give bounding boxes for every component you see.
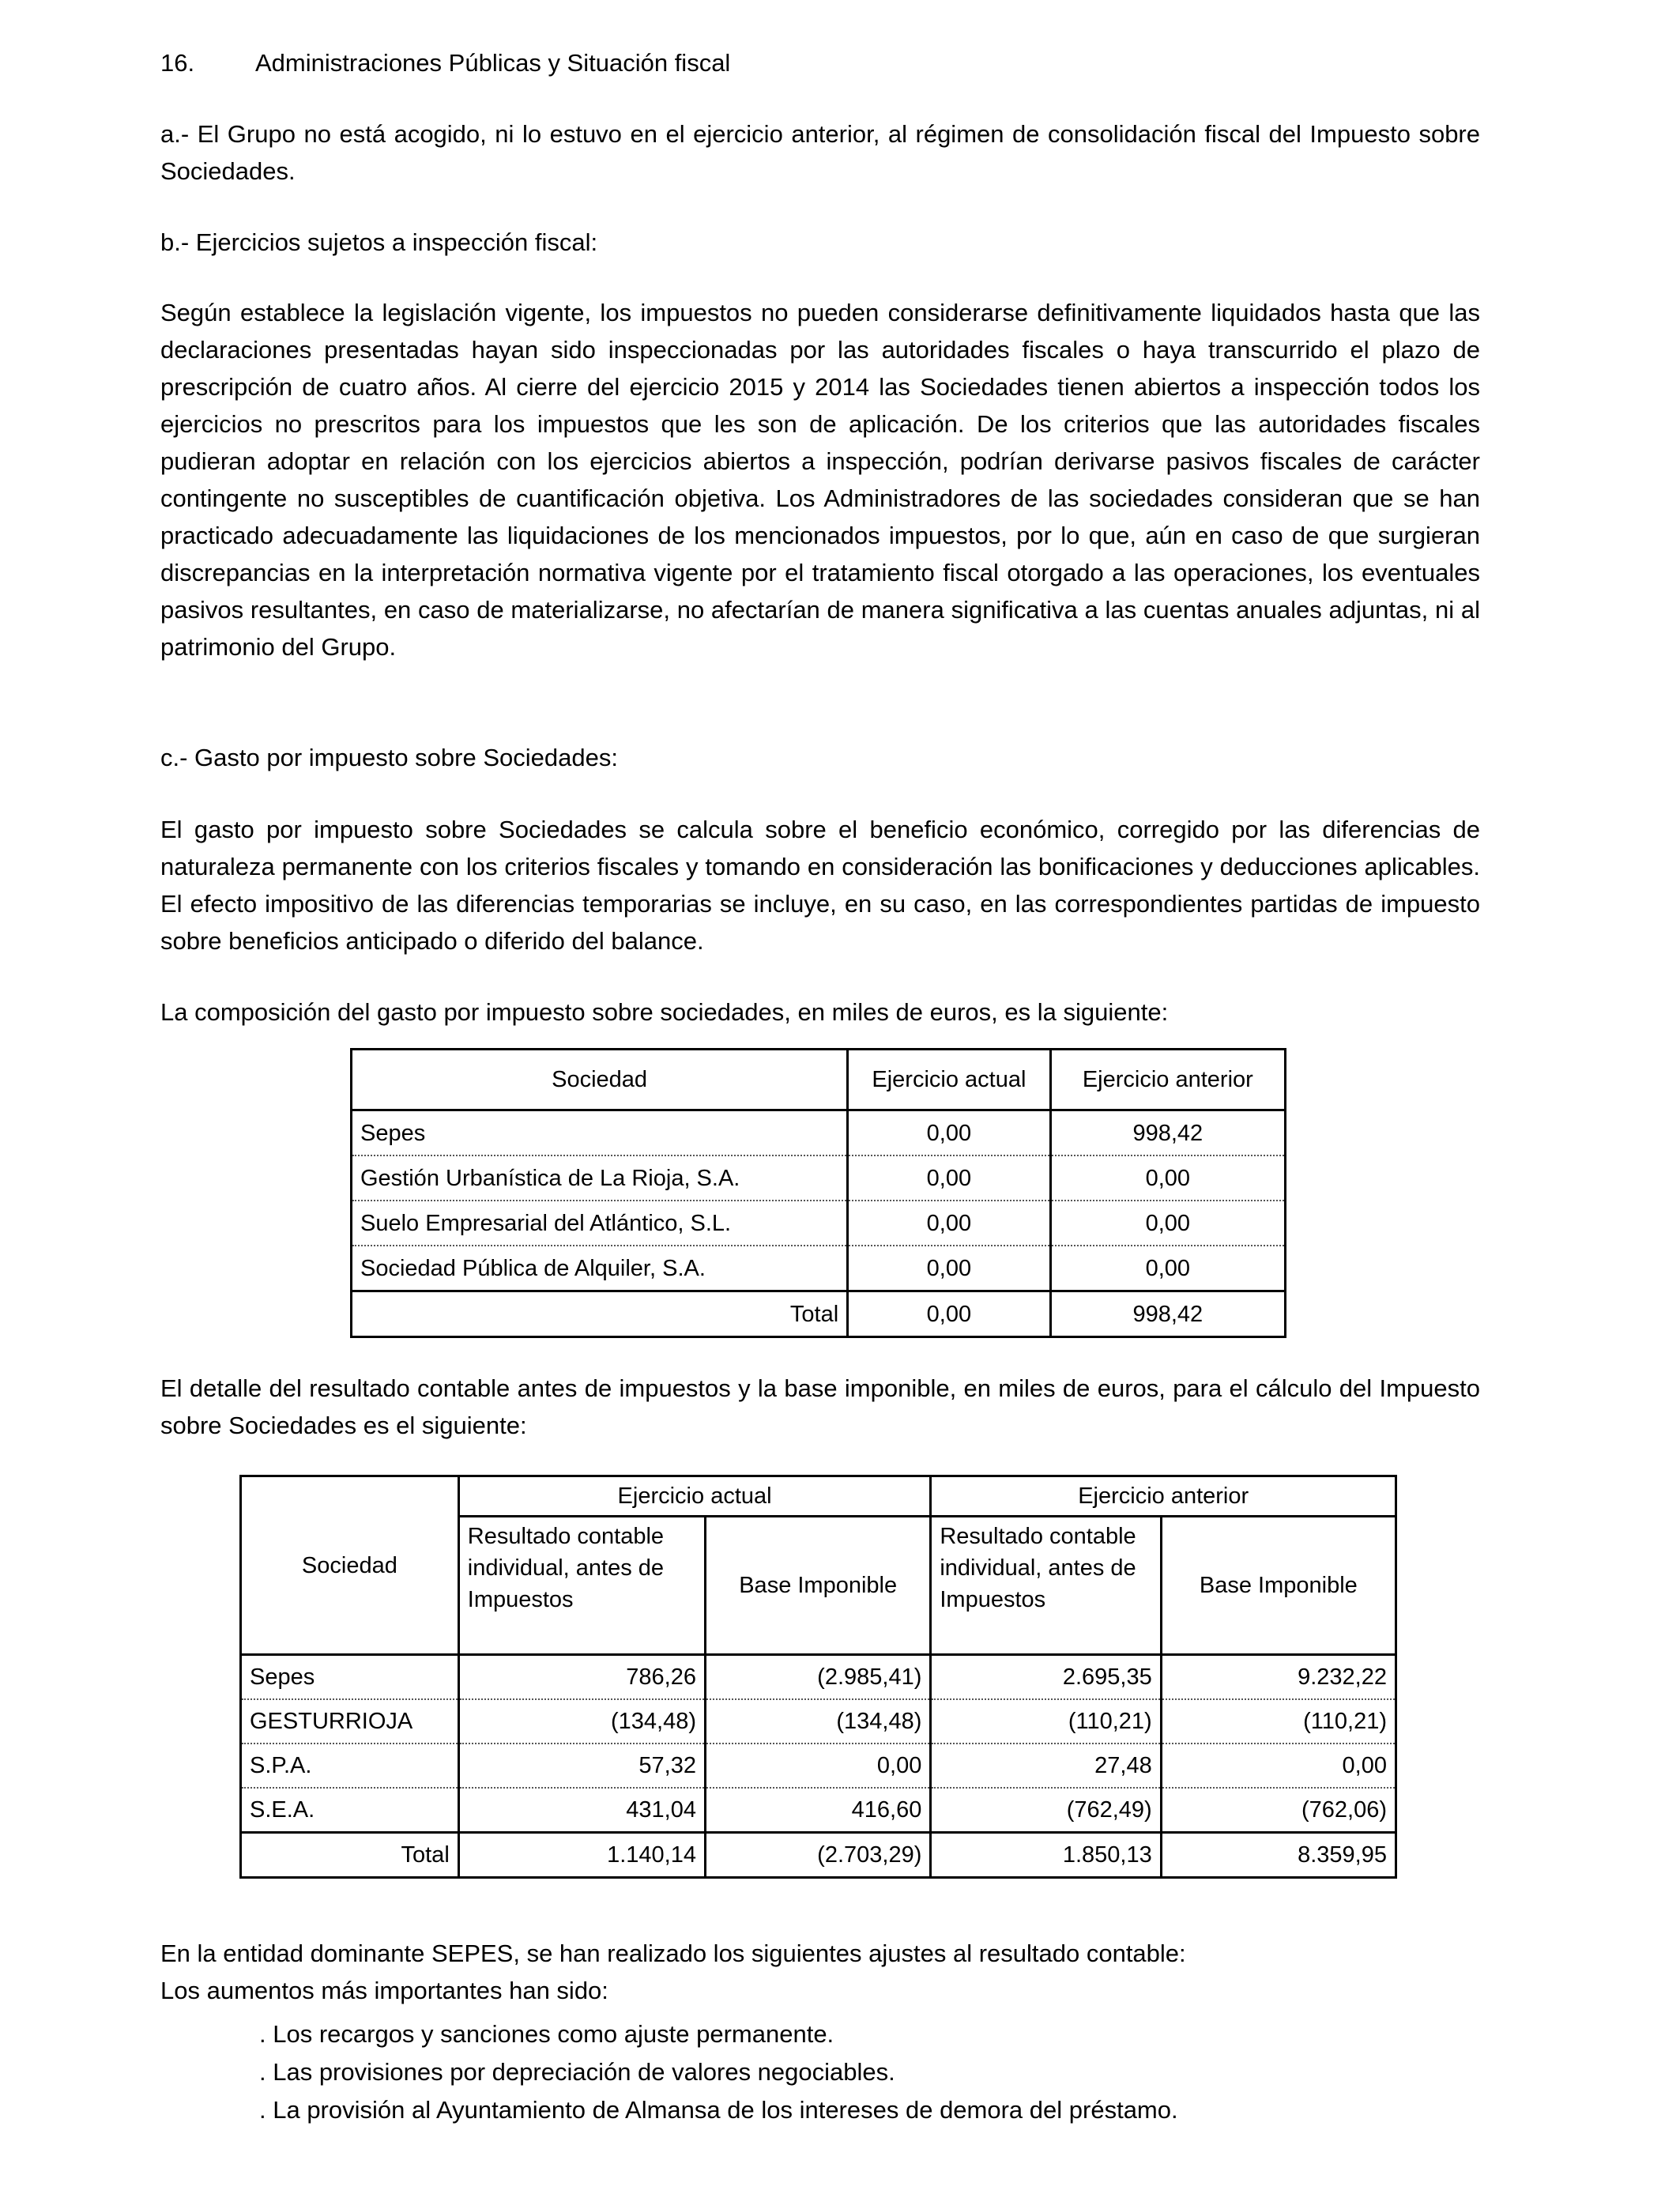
- cell-base-anterior: (762,06): [1161, 1788, 1396, 1833]
- table-group-header-row: [241, 1476, 1396, 1517]
- list-item: . Las provisiones por depreciación de valores negociables.: [259, 2058, 895, 2086]
- cell-actual: 0,00: [848, 1246, 1050, 1291]
- cell-resultado-anterior: (762,49): [931, 1788, 1161, 1833]
- header-resultado-anterior: Resultado contable individual, antes de Impuestos: [931, 1517, 1161, 1655]
- paragraph-c: El gasto por impuesto sobre Sociedades se calcula sobre el beneficio económico, corregido por las diferencias de naturaleza permanente con los criterios fiscales y tomando en consideración las bonificaciones y deducciones aplicables. El efecto impositivo de las diferencias temporarias se incluye, en su caso, en las correspondientes partidas de impuesto sobre beneficios anticipado o diferido del balance.: [160, 816, 1480, 955]
- cell-base-anterior: (110,21): [1161, 1699, 1396, 1744]
- table-row: [352, 1110, 1286, 1156]
- cell-sociedad: S.P.A.: [241, 1744, 459, 1788]
- cell-anterior: 998,42: [1050, 1110, 1285, 1156]
- total-label: Total: [352, 1291, 848, 1337]
- total-resultado-actual: 1.140,14: [458, 1833, 705, 1878]
- table-row: [241, 1788, 1396, 1833]
- cell-resultado-actual: 57,32: [458, 1744, 705, 1788]
- paragraph-increases: Los aumentos más importantes han sido:: [160, 1977, 608, 2004]
- total-base-actual: (2.703,29): [706, 1833, 931, 1878]
- cell-sociedad: GESTURRIOJA: [241, 1699, 459, 1744]
- list-item: . La provisión al Ayuntamiento de Almansa de los intereses de demora del préstamo.: [259, 2096, 1178, 2124]
- cell-anterior: 0,00: [1050, 1201, 1285, 1246]
- cell-sociedad: Suelo Empresarial del Atlántico, S.L.: [352, 1201, 848, 1246]
- table-row: [241, 1655, 1396, 1700]
- total-base-anterior: 8.359,95: [1161, 1833, 1396, 1878]
- header-base-anterior: Base Imponible: [1161, 1517, 1396, 1655]
- cell-resultado-anterior: 2.695,35: [931, 1655, 1161, 1700]
- cell-actual: 0,00: [848, 1155, 1050, 1201]
- table-row: [352, 1246, 1286, 1291]
- cell-anterior: 0,00: [1050, 1246, 1285, 1291]
- cell-base-actual: 0,00: [706, 1744, 931, 1788]
- table-total-row: [241, 1833, 1396, 1878]
- cell-resultado-anterior: 27,48: [931, 1744, 1161, 1788]
- cell-base-anterior: 9.232,22: [1161, 1655, 1396, 1700]
- tax-expense-table: [350, 1048, 1286, 1338]
- cell-resultado-actual: 431,04: [458, 1788, 705, 1833]
- table-row: [241, 1744, 1396, 1788]
- table-row: [352, 1201, 1286, 1246]
- table-row: [241, 1699, 1396, 1744]
- total-resultado-anterior: 1.850,13: [931, 1833, 1161, 1878]
- cell-anterior: 0,00: [1050, 1155, 1285, 1201]
- section-title: Administraciones Públicas y Situación fiscal: [255, 49, 731, 77]
- table2-intro: El detalle del resultado contable antes de impuestos y la base imponible, en miles de euros, para el cálculo del Impuesto sobre Sociedades es el siguiente:: [160, 1374, 1480, 1439]
- paragraph-b: Según establece la legislación vigente, los impuestos no pueden considerarse definitivamente liquidados hasta que las declaraciones presentadas hayan sido inspeccionadas por las autoridades fiscales o haya transcurrido el plazo de prescripción de cuatro años. Al cierre del ejercicio 2015 y 2014 las Sociedades tienen abiertos a inspección todos los ejercicios no prescritos para los impuestos que les son de aplicación. De los criterios que las autoridades fiscales pudieran adoptar en relación con los ejercicios abiertos a inspección, podrían derivarse pasivos fiscales de carácter contingente no susceptibles de cuantificación objetiva. Los Administradores de las sociedades consideran que se han practicado adecuadamente las liquidaciones de los mencionados impuestos, por lo que, aún en caso de que surgieran discrepancias en la interpretación normativa vigente por el tratamiento fiscal otorgado a las operaciones, los eventuales pasivos resultantes, en caso de materializarse, no afectarían de manera significativa a las cuentas anuales adjuntas, ni al patrimonio del Grupo.: [160, 299, 1480, 661]
- header-ejercicio-anterior: Ejercicio anterior: [1050, 1050, 1285, 1110]
- cell-resultado-actual: (134,48): [458, 1699, 705, 1744]
- section-number: 16.: [160, 49, 195, 77]
- cell-sociedad: S.E.A.: [241, 1788, 459, 1833]
- cell-resultado-anterior: (110,21): [931, 1699, 1161, 1744]
- subheading-c: c.- Gasto por impuesto sobre Sociedades:: [160, 744, 618, 771]
- cell-actual: 0,00: [848, 1201, 1050, 1246]
- subheading-b: b.- Ejercicios sujetos a inspección fiscal:: [160, 228, 598, 256]
- paragraph-a: a.- El Grupo no está acogido, ni lo estuvo en el ejercicio anterior, al régimen de consolidación fiscal del Impuesto sobre Sociedades.: [160, 120, 1480, 185]
- cell-resultado-actual: 786,26: [458, 1655, 705, 1700]
- table-header-row: [352, 1050, 1286, 1110]
- header-ejercicio-actual: Ejercicio actual: [458, 1476, 931, 1517]
- header-resultado-actual: Resultado contable individual, antes de Impuestos: [458, 1517, 705, 1655]
- cell-sociedad: Sepes: [352, 1110, 848, 1156]
- total-actual: 0,00: [848, 1291, 1050, 1337]
- cell-actual: 0,00: [848, 1110, 1050, 1156]
- header-ejercicio-anterior: Ejercicio anterior: [931, 1476, 1396, 1517]
- taxable-base-table: [239, 1475, 1397, 1879]
- cell-sociedad: Sepes: [241, 1655, 459, 1700]
- cell-base-anterior: 0,00: [1161, 1744, 1396, 1788]
- total-anterior: 998,42: [1050, 1291, 1285, 1337]
- paragraph-adjustments: En la entidad dominante SEPES, se han realizado los siguientes ajustes al resultado contable:: [160, 1940, 1186, 1967]
- cell-base-actual: 416,60: [706, 1788, 931, 1833]
- table1-intro: La composición del gasto por impuesto sobre sociedades, en miles de euros, es la siguiente:: [160, 998, 1169, 1026]
- header-sociedad: Sociedad: [352, 1050, 848, 1110]
- table-row: [352, 1155, 1286, 1201]
- cell-base-actual: (134,48): [706, 1699, 931, 1744]
- list-item: . Los recargos y sanciones como ajuste permanente.: [259, 2020, 834, 2048]
- table-total-row: [352, 1291, 1286, 1337]
- header-ejercicio-actual: Ejercicio actual: [848, 1050, 1050, 1110]
- cell-sociedad: Gestión Urbanística de La Rioja, S.A.: [352, 1155, 848, 1201]
- header-sociedad: Sociedad: [241, 1476, 459, 1655]
- header-base-actual: Base Imponible: [706, 1517, 931, 1655]
- cell-sociedad: Sociedad Pública de Alquiler, S.A.: [352, 1246, 848, 1291]
- cell-base-actual: (2.985,41): [706, 1655, 931, 1700]
- section-heading: [160, 44, 1480, 81]
- total-label: Total: [241, 1833, 459, 1878]
